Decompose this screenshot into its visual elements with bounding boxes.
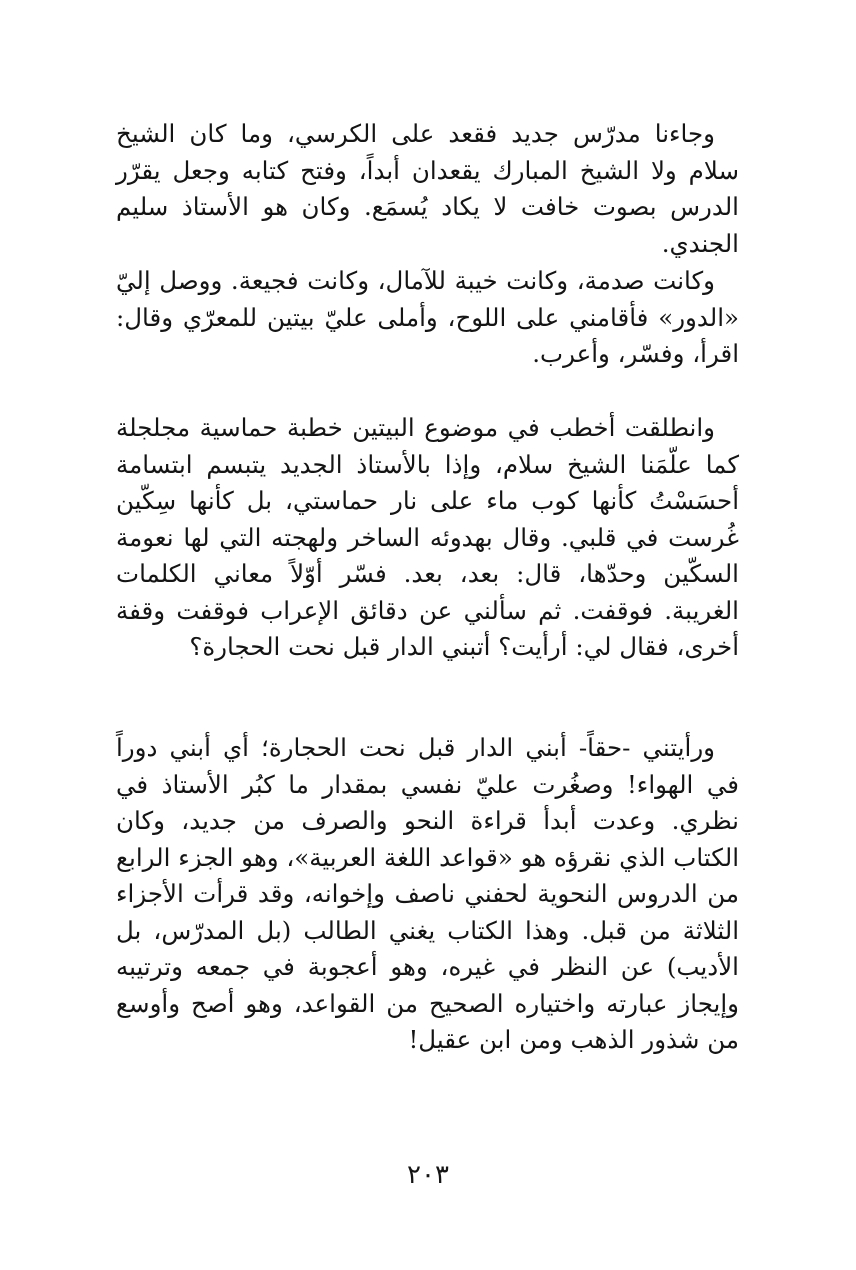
page-number: ٢٠٣ bbox=[407, 1160, 449, 1190]
paragraph-4: ورأيتني -حقاً- أبني الدار قبل نحت الحجارة؛ أي أبني دوراً في الهواء! وصغُرت عليّ نفسي بمقدار ما كبُر الأستاذ في نظري. وعدت أبدأ قراءة النحو والصرف من جديد، وكان الكتاب الذي نقرؤه هو «قواعد اللغة العربية»، وهو الجزء الرابع من الدروس النحوية لحفني ناصف وإخوانه، وقد قرأت الأجزاء الثلاثة من قبل. وهذا الكتاب يغني الطالب (بل المدرّس، بل الأديب) عن النظر في غيره، وهو أعجوبة في جمعه وترتيبه وإيجاز عبارته واختياره الصحيح من القواعد، وهو أصح وأوسع من شذور الذهب ومن ابن عقيل! bbox=[116, 733, 739, 1054]
paragraph-2: وكانت صدمة، وكانت خيبة للآمال، وكانت فجيعة. ووصل إليّ «الدور» فأقامني على اللوح، وأملى عليّ بيتين للمعرّي وقال: اقرأ، وفسّر، وأعرب. bbox=[116, 266, 739, 368]
paragraph-3: وانطلقت أخطب في موضوع البيتين خطبة حماسية مجلجلة كما علّمَنا الشيخ سلام، وإذا بالأستاذ الجديد يتبسم ابتسامة أحسَسْتُ كأنها كوب ماء على نار حماستي، بل كأنها سِكّين غُرست في قلبي. وقال بهدوئه الساخر ولهجته التي لها نعومة السكّين وحدّها، قال: بعد، بعد. فسّر أوّلاً معاني الكلمات الغريبة. فوقفت. ثم سألني عن دقائق الإعراب فوقفت وقفة أخرى، فقال لي: أرأيت؟ أتبني الدار قبل نحت الحجارة؟ bbox=[116, 413, 739, 661]
paragraph-1: وجاءنا مدرّس جديد فقعد على الكرسي، وما كان الشيخ سلام ولا الشيخ المبارك يقعدان أبداً، وفتح كتابه وجعل يقرّر الدرس بصوت خافت لا يكاد يُسمَع. وكان هو الأستاذ سليم الجندي. bbox=[116, 119, 739, 258]
